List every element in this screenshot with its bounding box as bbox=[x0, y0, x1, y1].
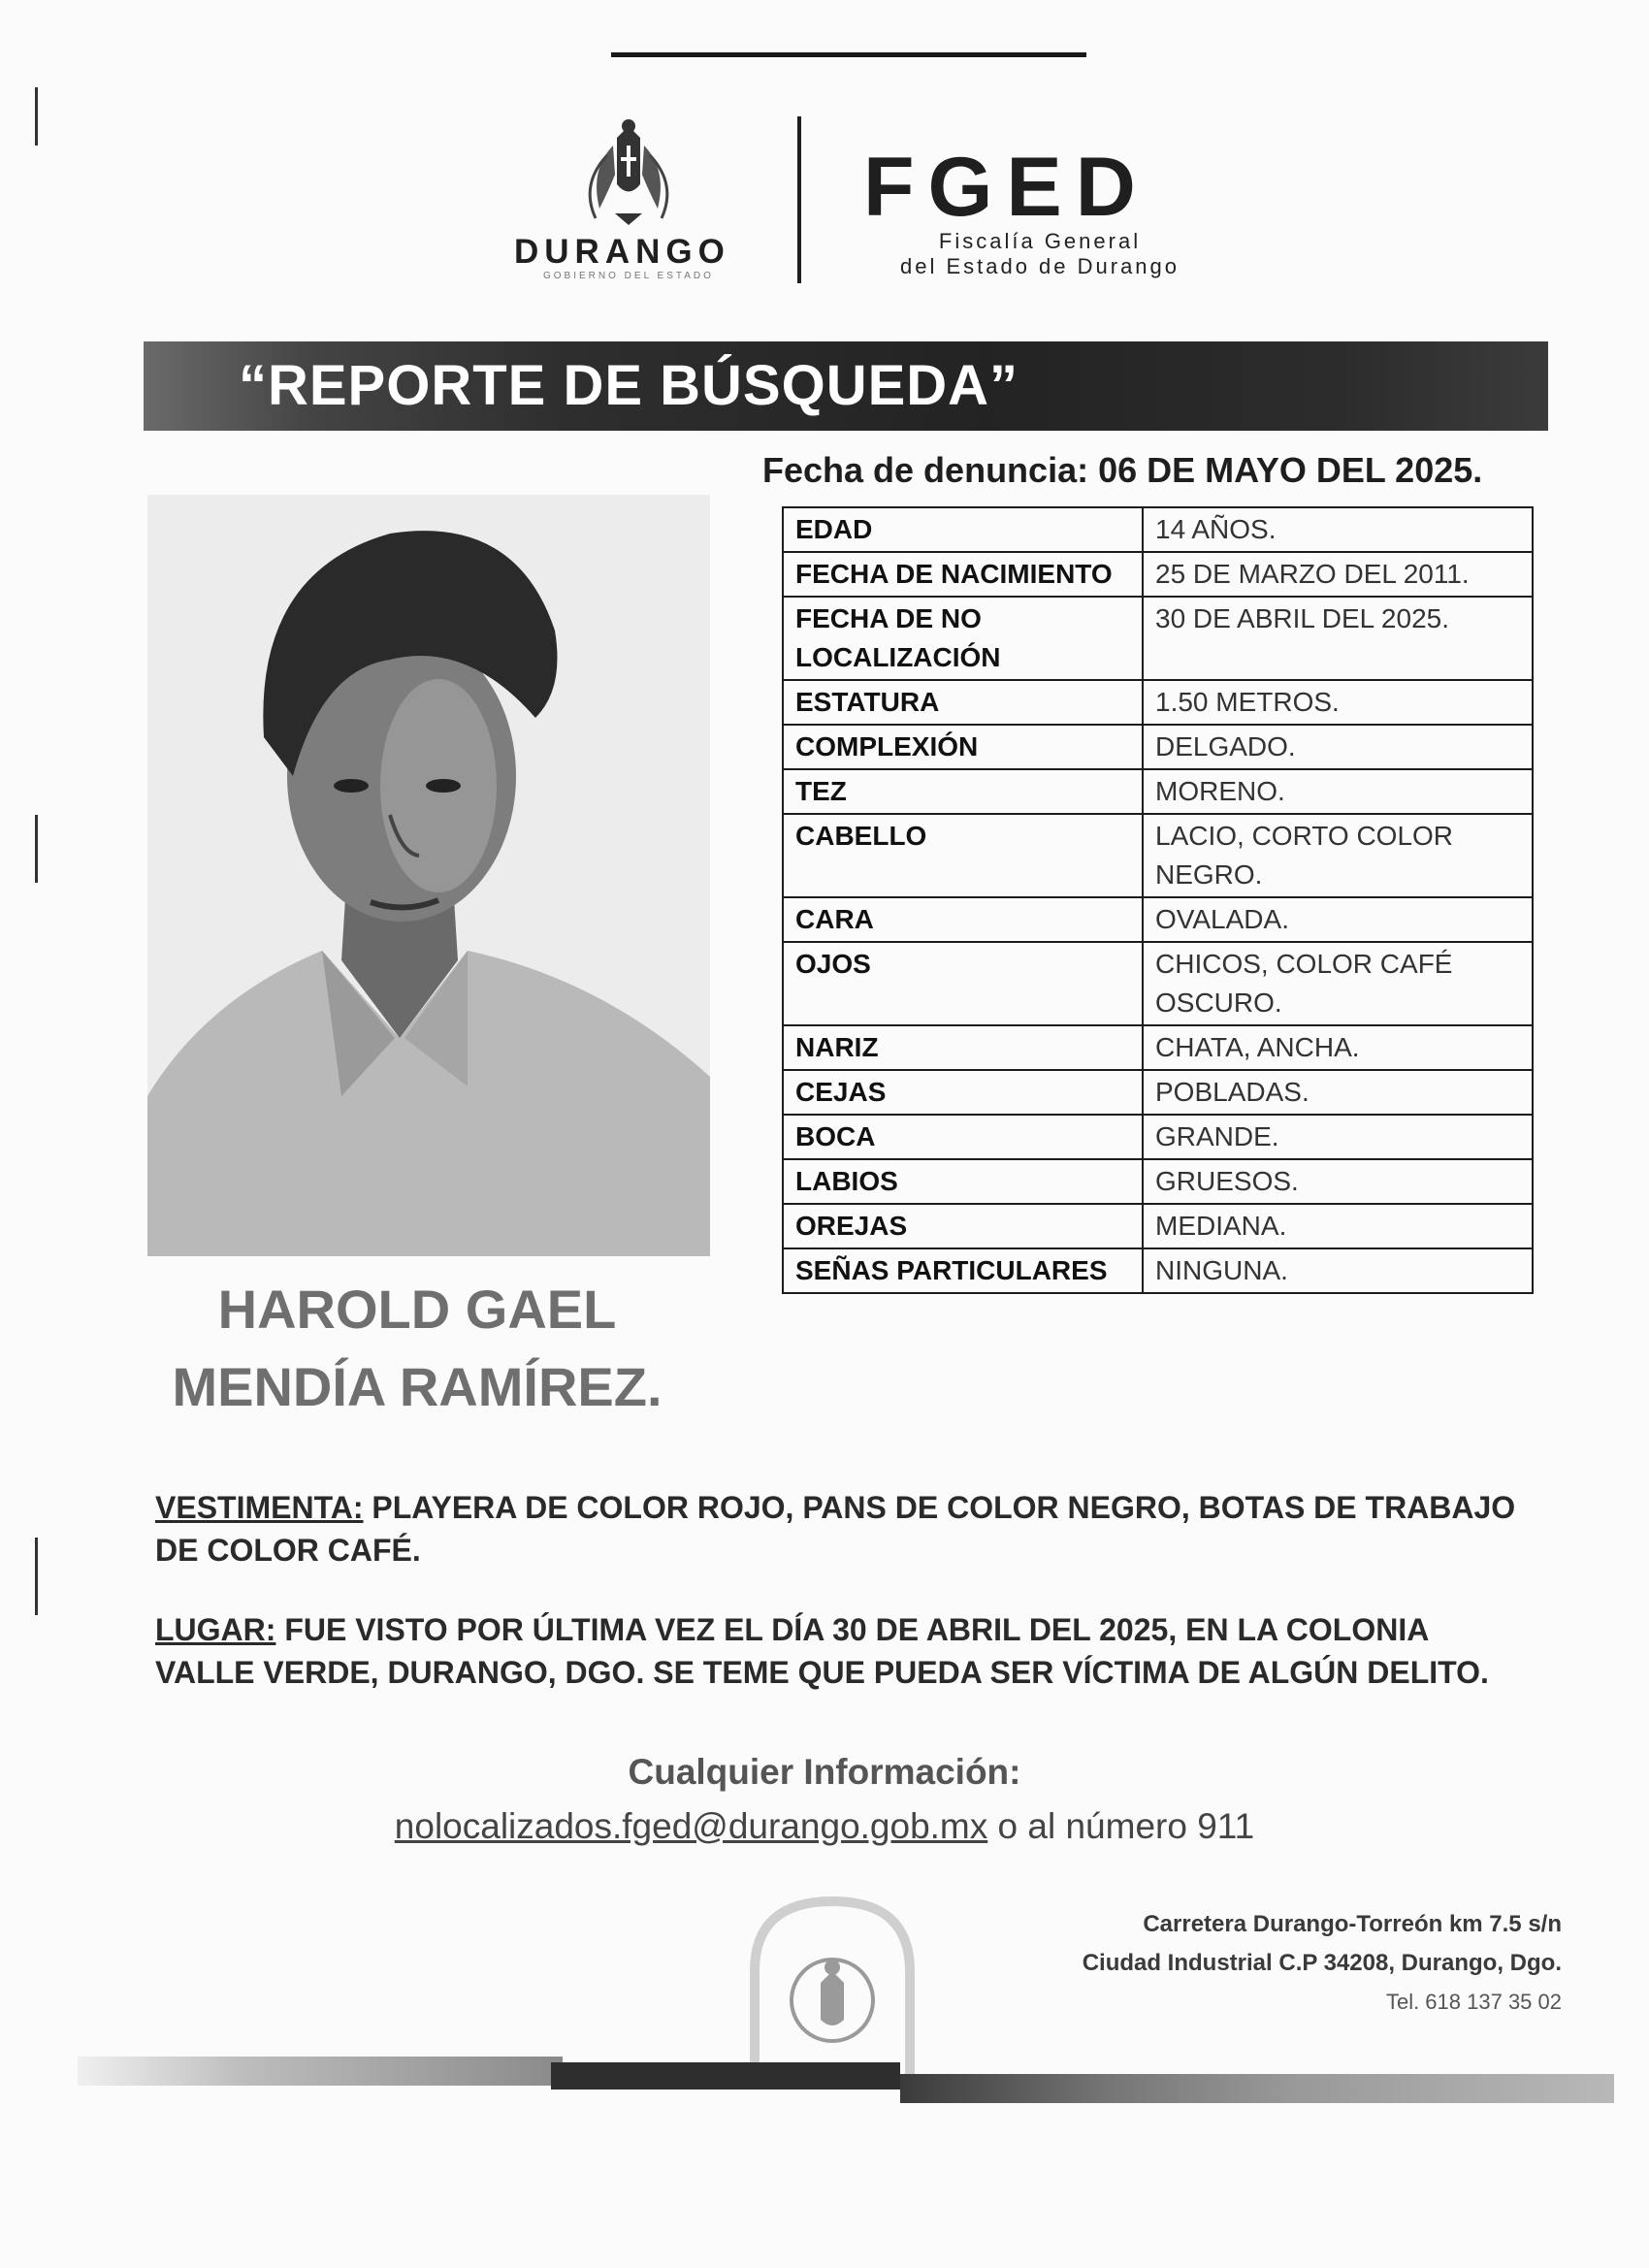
last-seen-description bbox=[155, 1608, 1533, 1694]
details-label: CABELLO bbox=[783, 814, 1143, 897]
details-value: GRANDE. bbox=[1143, 1115, 1533, 1159]
details-row bbox=[783, 1159, 1533, 1204]
details-row bbox=[783, 897, 1533, 942]
agency-name-line2: del Estado de Durango bbox=[899, 254, 1180, 278]
details-label: FECHA DE NO LOCALIZACIÓN bbox=[783, 597, 1143, 680]
details-row bbox=[783, 1115, 1533, 1159]
contact-phone-text: o al número 911 bbox=[987, 1806, 1255, 1846]
details-value: POBLADAS. bbox=[1143, 1070, 1533, 1115]
durango-subtext: GOBIERNO DEL ESTADO bbox=[543, 271, 714, 281]
details-label: EDAD bbox=[783, 507, 1143, 552]
details-label: BOCA bbox=[783, 1115, 1143, 1159]
details-row bbox=[783, 942, 1533, 1025]
person-silhouette-icon bbox=[147, 495, 710, 1256]
agency-name bbox=[865, 229, 1214, 279]
details-row bbox=[783, 1025, 1533, 1070]
footer-bar-middle bbox=[551, 2062, 900, 2090]
details-label: LABIOS bbox=[783, 1159, 1143, 1204]
report-title: “REPORTE DE BÚSQUEDA” bbox=[238, 354, 1019, 417]
details-row bbox=[783, 1204, 1533, 1248]
person-name-line2: MENDÍA RAMÍREZ. bbox=[172, 1356, 663, 1417]
details-label: CARA bbox=[783, 897, 1143, 942]
binder-mark bbox=[35, 87, 48, 146]
details-value: NINGUNA. bbox=[1143, 1248, 1533, 1293]
binder-mark bbox=[35, 1538, 48, 1615]
last-seen-label: LUGAR: bbox=[155, 1612, 276, 1647]
details-label: COMPLEXIÓN bbox=[783, 725, 1143, 769]
person-details-table bbox=[782, 506, 1534, 1294]
details-value: MORENO. bbox=[1143, 769, 1533, 814]
last-seen-text: FUE VISTO POR ÚLTIMA VEZ EL DÍA 30 DE ABRIL DEL 2025, EN LA COLONIA VALLE VERDE, DURANGO, DGO. SE TEME QUE PUEDA SER VÍCTIMA DE ALGÚN DELITO. bbox=[155, 1612, 1489, 1690]
details-value: 1.50 METROS. bbox=[1143, 680, 1533, 725]
details-value: OVALADA. bbox=[1143, 897, 1533, 942]
details-label: TEZ bbox=[783, 769, 1143, 814]
details-label: OREJAS bbox=[783, 1204, 1143, 1248]
clothing-label: VESTIMENTA: bbox=[155, 1490, 364, 1525]
details-value: GRUESOS. bbox=[1143, 1159, 1533, 1204]
details-row bbox=[783, 507, 1533, 552]
address-line2: Ciudad Industrial C.P 34208, Durango, Dgo. bbox=[1082, 1950, 1562, 1976]
clothing-description bbox=[155, 1486, 1533, 1571]
details-label: FECHA DE NACIMIENTO bbox=[783, 552, 1143, 597]
footer-bar-left bbox=[78, 2057, 563, 2086]
details-value: 25 DE MARZO DEL 2011. bbox=[1143, 552, 1533, 597]
details-label: OJOS bbox=[783, 942, 1143, 1025]
footer-bar-right bbox=[900, 2074, 1614, 2103]
details-row bbox=[783, 1070, 1533, 1115]
details-label: CEJAS bbox=[783, 1070, 1143, 1115]
details-value: DELGADO. bbox=[1143, 725, 1533, 769]
details-value: CHATA, ANCHA. bbox=[1143, 1025, 1533, 1070]
contact-heading: Cualquier Información: bbox=[628, 1752, 1021, 1792]
durango-wordmark: DURANGO bbox=[514, 233, 730, 271]
details-row bbox=[783, 552, 1533, 597]
details-value: 30 DE ABRIL DEL 2025. bbox=[1143, 597, 1533, 680]
contact-email-link[interactable]: nolocalizados.fged@durango.gob.mx bbox=[394, 1806, 988, 1846]
details-value: 14 AÑOS. bbox=[1143, 507, 1533, 552]
address-phone: Tel. 618 137 35 02 bbox=[1385, 1990, 1562, 2014]
fged-emblem-icon bbox=[747, 1894, 918, 2088]
binder-mark bbox=[35, 815, 48, 883]
details-row bbox=[783, 725, 1533, 769]
details-value: MEDIANA. bbox=[1143, 1204, 1533, 1248]
details-label: SEÑAS PARTICULARES bbox=[783, 1248, 1143, 1293]
durango-crest-icon bbox=[570, 116, 687, 228]
person-name-line1: HAROLD GAEL bbox=[217, 1279, 617, 1340]
details-row bbox=[783, 1248, 1533, 1293]
person-photo bbox=[147, 495, 710, 1256]
header-divider bbox=[797, 116, 801, 283]
details-row bbox=[783, 597, 1533, 680]
details-row bbox=[783, 769, 1533, 814]
report-date: Fecha de denuncia: 06 DE MAYO DEL 2025. bbox=[762, 450, 1483, 490]
clothing-text: PLAYERA DE COLOR ROJO, PANS DE COLOR NEGRO, BOTAS DE TRABAJO DE COLOR CAFÉ. bbox=[155, 1490, 1516, 1568]
address-line1: Carretera Durango-Torreón km 7.5 s/n bbox=[1143, 1911, 1562, 1937]
agency-name-line1: Fiscalía General bbox=[938, 229, 1142, 253]
details-value: CHICOS, COLOR CAFÉ OSCURO. bbox=[1143, 942, 1533, 1025]
contact-line bbox=[146, 1806, 1504, 1847]
details-label: NARIZ bbox=[783, 1025, 1143, 1070]
details-value: LACIO, CORTO COLOR NEGRO. bbox=[1143, 814, 1533, 897]
agency-address bbox=[989, 1905, 1562, 2022]
details-row bbox=[783, 814, 1533, 897]
person-name bbox=[146, 1271, 689, 1426]
top-rule bbox=[611, 52, 1086, 57]
agency-acronym: FGED bbox=[863, 141, 1149, 234]
details-label: ESTATURA bbox=[783, 680, 1143, 725]
details-row bbox=[783, 680, 1533, 725]
